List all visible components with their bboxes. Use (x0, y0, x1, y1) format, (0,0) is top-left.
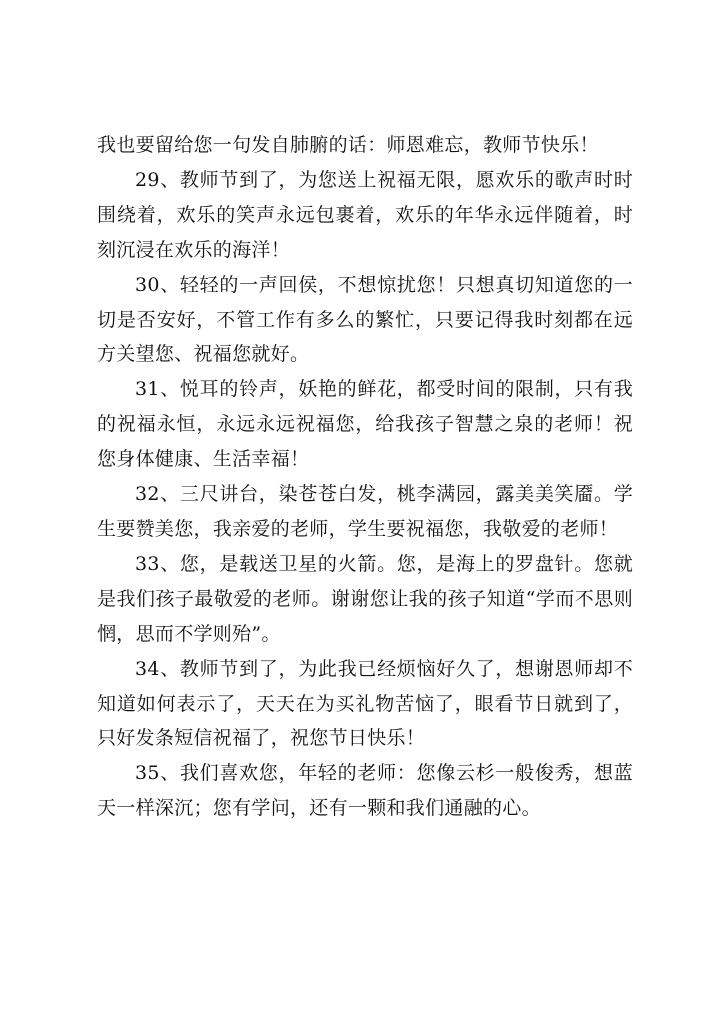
paragraph-33: 33、您，是载送卫星的火箭。您，是海上的罗盘针。您就是我们孩子最敬爱的老师。谢谢您让我的孩子知道“学而不思则惘，思而不学则殆”。 (97, 552, 633, 645)
paragraph-35: 35、我们喜欢您，年轻的老师：您像云杉一般俊秀，想蓝天一样深沉；您有学问，还有一颗和我们通融的心。 (97, 762, 633, 820)
paragraph-continuation: 我也要留给您一句发自肺腑的话：师恩难忘，教师节快乐！ (97, 134, 599, 156)
paragraph-29: 29、教师节到了，为您送上祝福无限，愿欢乐的歌声时时围绕着，欢乐的笑声永远包裹着，欢乐的年华永远伴随着，时刻沉浸在欢乐的海洋！ (97, 168, 633, 261)
document-page (97, 128, 633, 826)
paragraph-34: 34、教师节到了，为此我已经烦恼好久了，想谢恩师却不知道如何表示了，天天在为买礼物苦恼了，眼看节日就到了，只好发条短信祝福了，祝您节日快乐！ (97, 657, 633, 750)
paragraph-31: 31、悦耳的铃声，妖艳的鲜花，都受时间的限制，只有我的祝福永恒，永远永远祝福您，给我孩子智慧之泉的老师！祝您身体健康、生活幸福！ (97, 378, 633, 471)
paragraph-30: 30、轻轻的一声回侯，不想惊扰您！只想真切知道您的一切是否安好，不管工作有多么的繁忙，只要记得我时刻都在远方关望您、祝福您就好。 (97, 273, 633, 366)
paragraph-32: 32、三尺讲台，染苍苍白发，桃李满园，露美美笑靥。学生要赞美您，我亲爱的老师，学生要祝福您，我敬爱的老师！ (97, 483, 633, 540)
